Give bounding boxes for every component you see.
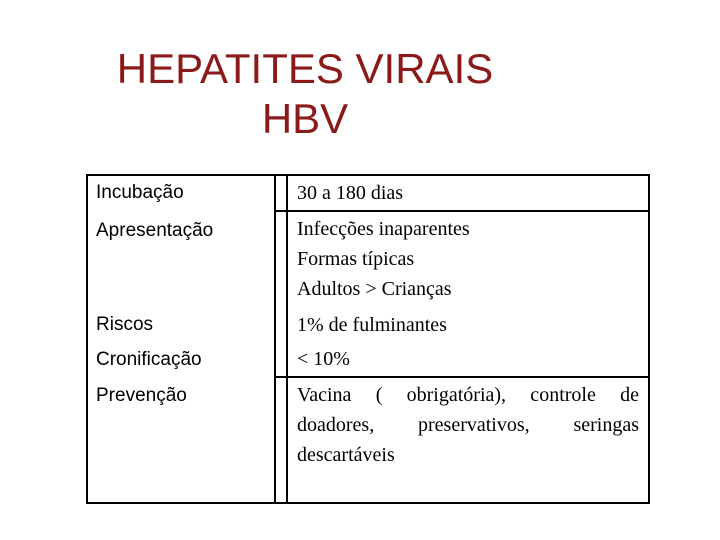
label-apresentacao: Apresentação (96, 220, 214, 241)
value-riscos: 1% de fulminantes (297, 314, 447, 336)
title-line-1: HEPATITES VIRAIS (116, 45, 494, 92)
column-divider-left (274, 176, 276, 502)
row-divider-2 (276, 376, 648, 378)
value-cronificacao: < 10% (297, 348, 350, 370)
info-table (86, 174, 650, 504)
column-divider-right (286, 176, 288, 502)
label-prevencao: Prevenção (96, 385, 187, 406)
label-riscos: Riscos (96, 314, 154, 335)
value-apresentacao (297, 214, 639, 304)
label-incubacao: Incubação (96, 182, 184, 203)
row-divider-1 (276, 210, 648, 212)
slide-title (0, 44, 610, 144)
label-cronificacao: Cronificação (96, 349, 202, 370)
title-line-2: HBV (261, 95, 349, 142)
value-prevencao: Vacina ( obrigatória), controle de doadores, preservativos, seringas descartáveis (297, 384, 639, 466)
value-apresentacao-line-3: Adultos > Crianças (297, 278, 452, 300)
value-incubacao: 30 a 180 dias (297, 182, 404, 204)
value-apresentacao-line-1: Infecções inaparentes (297, 218, 470, 240)
value-apresentacao-line-2: Formas típicas (297, 248, 415, 270)
